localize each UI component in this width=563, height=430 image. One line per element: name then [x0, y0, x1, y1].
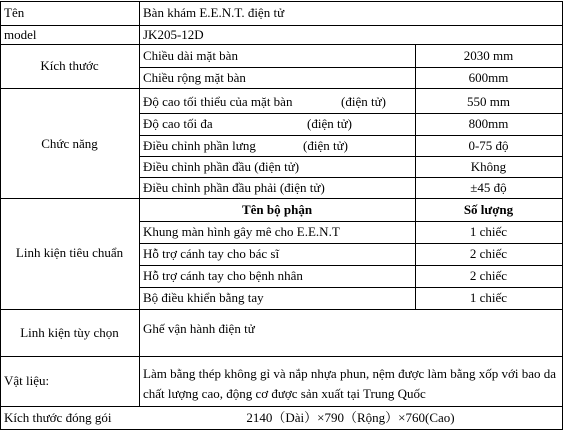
- row-divider: [139, 67, 563, 68]
- part-qty: 2 chiếc: [469, 246, 508, 261]
- material-label: Vật liệu:: [4, 373, 50, 388]
- function-name: Độ cao tối thiểu của mặt bàn: [143, 94, 293, 109]
- row-divider: [0, 198, 563, 199]
- row-divider: [139, 156, 563, 157]
- row-divider: [0, 309, 563, 310]
- dimension-value: 600mm: [468, 70, 509, 85]
- function-note: (điện tử): [307, 116, 352, 131]
- function-note: (điện tử): [303, 138, 348, 153]
- row-divider: [139, 113, 563, 114]
- function-value: 550 mm: [467, 94, 510, 109]
- part-qty: 2 chiếc: [469, 268, 508, 283]
- model-value: JK205-12D: [143, 27, 204, 42]
- standard-parts-label: Linh kiện tiêu chuẩn: [15, 245, 124, 260]
- package-label: Kích thước đóng gói: [4, 410, 112, 425]
- part-name: Khung màn hình gây mê cho E.E.N.T: [143, 224, 340, 239]
- table-border-top: [0, 1, 563, 2]
- function-value: 800mm: [468, 116, 509, 131]
- parts-header-qty: Số lượng: [463, 202, 514, 217]
- row-divider: [0, 406, 563, 407]
- row-divider: [139, 177, 563, 178]
- package-value: 2140（Dài）×790（Rộng）×760(Cao): [246, 410, 455, 425]
- part-name: Hỗ trợ cánh tay cho bệnh nhân: [143, 268, 303, 283]
- function-name: Điều chỉnh phần đầu (điện tử): [143, 159, 300, 174]
- row-divider: [139, 243, 563, 244]
- function-note: (điện tử): [341, 94, 386, 109]
- row-divider: [139, 135, 563, 136]
- function-name: Điều chỉnh phần lưng: [143, 138, 256, 153]
- dimension-value: 2030 mm: [463, 48, 514, 63]
- dimensions-label: Kích thước: [40, 58, 99, 73]
- part-name: Bộ điều khiển bằng tay: [143, 290, 264, 305]
- row-divider: [139, 221, 563, 222]
- material-value: Làm bằng thép không gỉ và nắp nhựa phun, nệm được làm bằng xốp với bao da chất lượng cao, động cơ được sản xuất tại Trung Quốc: [143, 366, 557, 401]
- optional-parts-label: Linh kiện tùy chọn: [20, 325, 119, 340]
- part-name: Hỗ trợ cánh tay cho bác sĩ: [143, 246, 280, 261]
- dimension-name: Chiều dài mặt bàn: [143, 48, 238, 63]
- function-name: Điều chỉnh phần đầu phải (điện tử): [143, 180, 325, 195]
- function-name: Độ cao tối đa: [143, 116, 213, 131]
- function-value: 0-75 độ: [468, 138, 509, 153]
- name-label: Tên: [4, 5, 25, 20]
- row-divider: [0, 356, 563, 357]
- name-value: Bàn khám E.E.N.T. điện tử: [143, 5, 285, 20]
- row-divider: [139, 265, 563, 266]
- dimension-name: Chiều rộng mặt bàn: [143, 70, 246, 85]
- parts-header-name: Tên bộ phận: [241, 202, 313, 217]
- function-value: ±45 độ: [470, 180, 507, 195]
- function-value: Không: [470, 159, 507, 174]
- functions-label: Chức năng: [41, 136, 98, 151]
- part-qty: 1 chiếc: [469, 290, 508, 305]
- optional-parts-value: Ghế vận hành điện tử: [143, 321, 255, 336]
- model-label: model: [4, 27, 37, 42]
- row-divider: [0, 25, 563, 26]
- row-divider: [139, 287, 563, 288]
- part-qty: 1 chiếc: [469, 224, 508, 239]
- row-divider: [0, 88, 563, 89]
- row-divider: [0, 44, 563, 45]
